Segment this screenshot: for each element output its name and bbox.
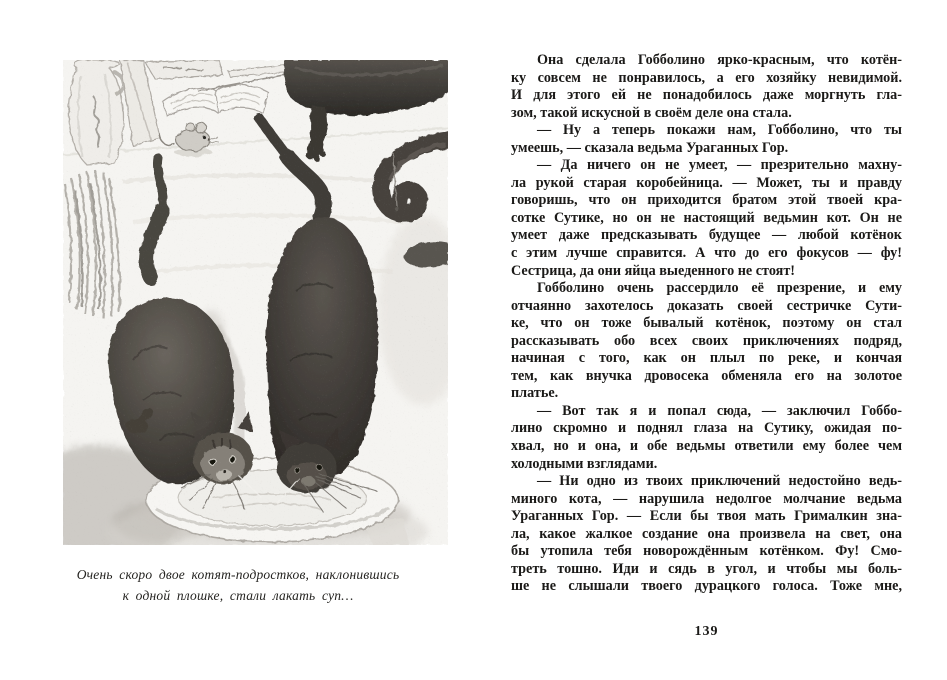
text-line: И для этого ей не понадобилось даже моргнуть гла- (511, 87, 902, 104)
text-line: — Ну а теперь покажи нам, Гобболино, что ты (537, 122, 902, 139)
caption-line: Очень скоро двое котят-подростков, наклонившись (76, 567, 400, 582)
page-text (511, 52, 902, 596)
paragraph (511, 473, 902, 596)
text-line: тем, как внучка дровосека обменяла его на золотое (511, 367, 902, 384)
caption-line: к одной плошке, стали лакать суп… (122, 588, 354, 603)
text-line: треть тошно. Иди и сядь в угол, и чтобы мы боль- (511, 560, 902, 577)
text-line: лино скромно и поднял глаза на Сутику, ожидая по- (511, 420, 902, 437)
paragraph (511, 52, 902, 122)
text-line: ше не слышали твоего дурацкого голоса. Тоже мне, (511, 578, 902, 595)
text-line: Ураганных Гор. — Если бы твоя мать Грималкин зна- (511, 508, 902, 525)
text-line: ла, какое жалкое создание она произвела на свет, она (511, 525, 902, 542)
text-line: Гобболино очень рассердило её презрение, и ему (537, 280, 902, 297)
text-line: отчаянно захотелось доказать своей сестричке Сути- (511, 297, 902, 314)
text-line: холодными взглядами. (511, 455, 658, 472)
paper-grain (63, 60, 448, 545)
text-line: — Вот так я и попал сюда, — заключил Гоббо- (537, 402, 902, 419)
text-line: говоришь, что он приходится братом этой твоей кра- (511, 192, 902, 209)
illustration-caption (43, 564, 433, 606)
text-line: Сестрица, да они яйца выеденного не стоят! (511, 262, 796, 279)
text-line: рассказывать обо всех своих приключениях подряд, (511, 332, 902, 349)
paragraph (511, 157, 902, 280)
text-line: — Да ничего он не умеет, — презрительно махну- (537, 157, 902, 174)
text-line: ла рукой старая коробейница. — Может, ты и правду (511, 174, 902, 191)
text-line: умеешь, — сказала ведьма Ураганных Гор. (511, 139, 789, 156)
paragraph (511, 122, 902, 157)
text-line: хвал, но и она, и обе ведьмы ответили ему более чем (511, 438, 902, 455)
text-line: ку совсем не понравилось, а его хозяйку невидимой. (511, 69, 902, 86)
text-line: платье. (511, 385, 559, 402)
text-line: — Ни одно из твоих приключений недостойно ведь- (537, 473, 902, 490)
text-line: бы утопила тебя новорождённым котёнком. Фу! Смо- (511, 543, 902, 560)
text-line: зом, такой искусной в своём деле она стала. (511, 104, 792, 121)
paragraph (511, 280, 902, 403)
illustration (63, 60, 448, 545)
text-line: умеет даже предсказывать будущее — любой котёнок (511, 227, 902, 244)
illustration-drawing (63, 60, 448, 545)
text-line: миного кота, — нарушила недолгое молчание ведьма (511, 490, 902, 507)
page-number: 139 (694, 624, 719, 639)
text-line: Она сделала Гобболино ярко-красным, что котён- (537, 52, 902, 68)
text-line: с этим лучше справится. А что до его фокусов — фу! (511, 245, 902, 262)
text-line: сотке Сутике, но он не настоящий ведьмин кот. Он не (511, 209, 902, 226)
paragraph (511, 403, 902, 473)
text-line: начиная с того, как он плыл по реке, и кончая (511, 350, 902, 367)
text-line: ке, что он тоже бывалый котёнок, поэтому он стал (511, 315, 902, 332)
